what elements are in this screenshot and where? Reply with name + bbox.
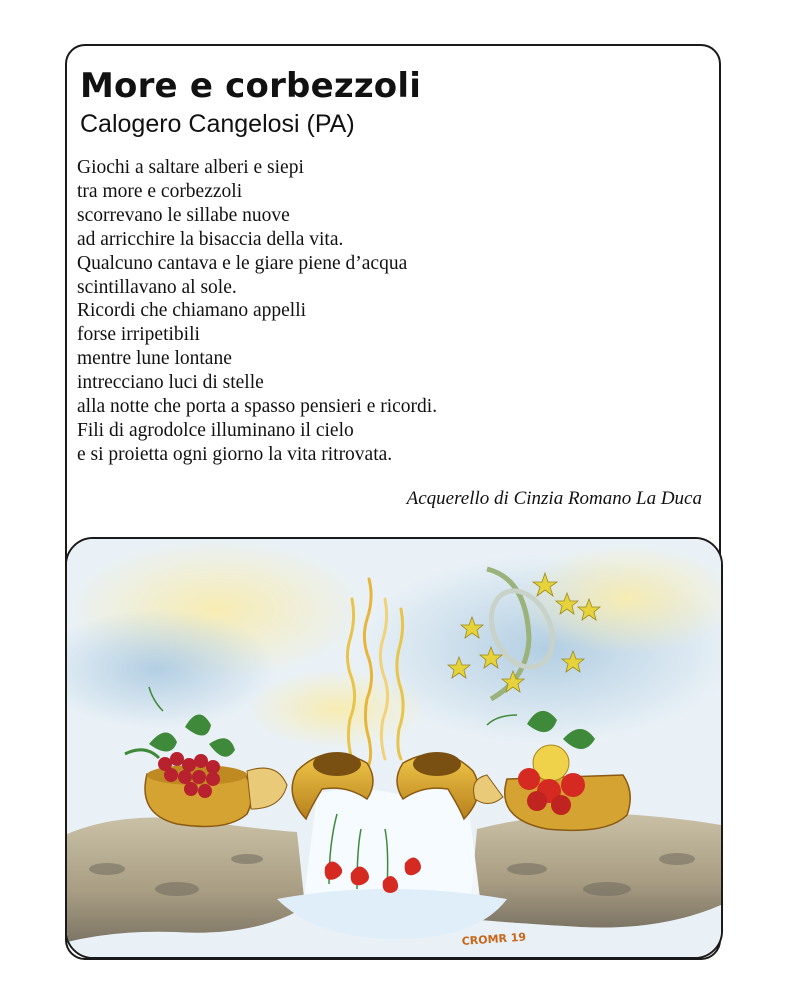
poem-line: alla notte che porta a spasso pensieri e ricordi. bbox=[77, 396, 438, 418]
poem-line: intrecciano luci di stelle bbox=[77, 372, 264, 394]
poem-line: forse irripetibili bbox=[77, 324, 200, 346]
poem-title: More e corbezzoli bbox=[80, 66, 422, 106]
poem-text bbox=[77, 156, 437, 467]
poem-line: e si proietta ogni giorno la vita ritrovata. bbox=[77, 443, 393, 465]
poem-author: Calogero Cangelosi (PA) bbox=[80, 110, 355, 138]
painting-credit: Acquerello di Cinzia Romano La Duca bbox=[406, 488, 702, 509]
poem-line: ad arricchire la bisaccia della vita. bbox=[77, 228, 344, 250]
poem-line: Qualcuno cantava e le giare piene d’acqua bbox=[77, 252, 408, 274]
stone-right bbox=[469, 814, 721, 928]
poem-line: scorrevano le sillabe nuove bbox=[77, 204, 290, 226]
poem-line: tra more e corbezzoli bbox=[77, 180, 243, 202]
poem-line: Ricordi che chiamano appelli bbox=[77, 300, 307, 322]
poem-line: scintillavano al sole. bbox=[77, 276, 237, 298]
watercolor-illustration bbox=[67, 539, 721, 957]
poem-line: mentre lune lontane bbox=[77, 348, 232, 370]
poem-line: Fili di agrodolce illuminano il cielo bbox=[77, 419, 354, 441]
painter-signature: CROMR 19 bbox=[461, 930, 527, 948]
poem-line: Giochi a saltare alberi e siepi bbox=[77, 157, 304, 178]
watercolor-painting bbox=[65, 537, 723, 959]
